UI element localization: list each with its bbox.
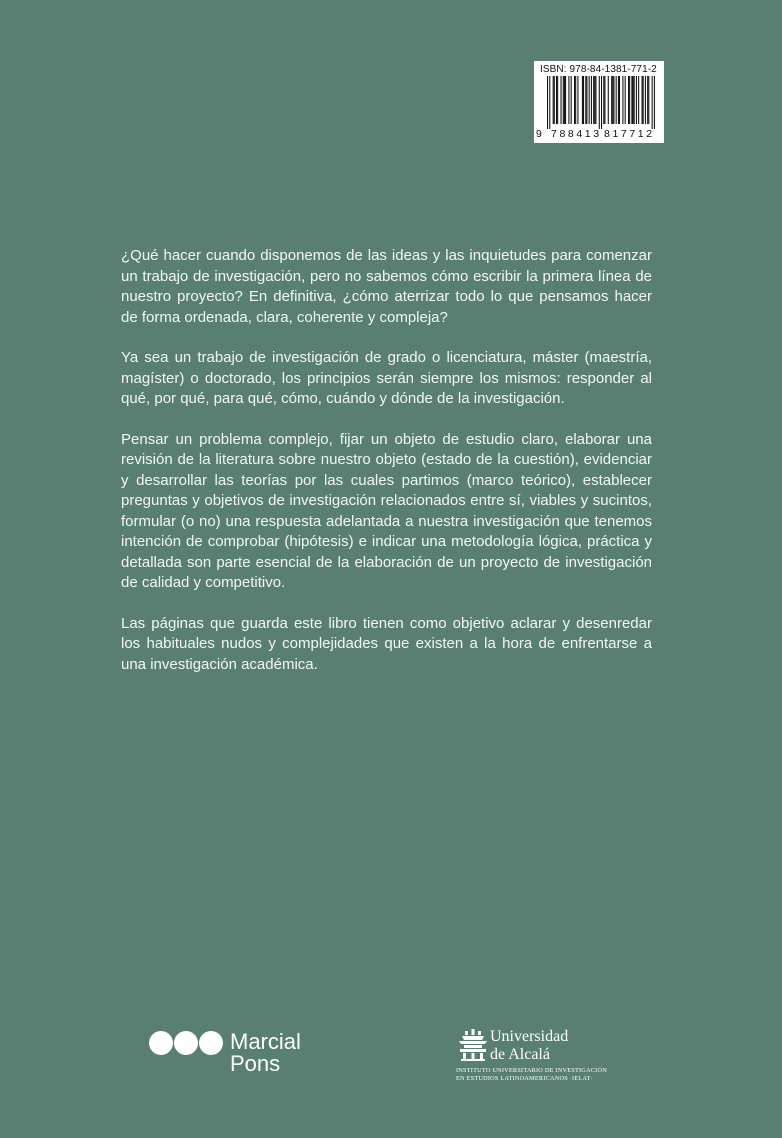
university-name bbox=[490, 1028, 568, 1064]
institute-name bbox=[456, 1067, 607, 1083]
blurb-paragraph-2: Ya sea un trabajo de investigación de grado o licenciatura, máster (maestría, magíster) o doctorado, los principios serán siempre los mismos: responder al qué, por qué, para qué, cómo, cuándo y dónde de la investigación. bbox=[121, 349, 652, 407]
isbn-barcode-box bbox=[534, 61, 664, 143]
university-name-line-2: de Alcalá bbox=[490, 1046, 550, 1063]
marcial-pons-mark-icon bbox=[147, 1031, 222, 1057]
isbn-label: ISBN: 978-84-1381-771-2 bbox=[540, 64, 657, 75]
blurb-paragraph-4: Las páginas que guarda este libro tienen como objetivo aclarar y desenredar los habituales nudos y complejidades que existen a la hora de enfrentarse a una investigación académica. bbox=[121, 614, 652, 673]
institute-line-2: EN ESTUDIOS LATINOAMERICANOS ·IELAT· bbox=[456, 1075, 593, 1082]
barcode-digits-left: 788413 bbox=[551, 128, 602, 140]
publisher-line-2: Pons bbox=[230, 1051, 281, 1076]
barcode bbox=[547, 76, 655, 129]
blurb-paragraph-3: Pensar un problema complejo, fijar un objeto de estudio claro, elaborar una revisión de la literatura sobre nuestro objeto (estado de la cuestión), evidenciar y desarrollar las teorías por las cuales partimos (marco teórico), establecer preguntas y objetivos de investigación relacionados entre sí, viables y sucintos, formular (o no) una respuesta adelantada a nuestra investigación que tenemos intención de comprobar (hipótesis) e indicar una metodología lógica, práctica y detallada son parte esencial de la elaboración de un proyecto de investigación de calidad y competitivo. bbox=[121, 430, 652, 591]
blurb-text bbox=[121, 246, 652, 695]
blurb-paragraph-1: ¿Qué hacer cuando disponemos de las ideas y las inquietudes para comenzar un trabajo de investigación, pero no sabemos cómo escribir la primera línea de nuestro proyecto? En definitiva, ¿cómo aterrizar todo lo que pensamos hacer de forma ordenada, clara, coherente y compleja? bbox=[121, 247, 652, 326]
publisher-line-1: Marcial bbox=[230, 1029, 301, 1054]
barcode-digits-right: 817712 bbox=[604, 128, 655, 140]
barcode-digit-first: 9 bbox=[536, 128, 542, 140]
university-crest-icon bbox=[456, 1028, 490, 1062]
university-name-line-1: Universidad bbox=[490, 1028, 569, 1045]
institute-line-1: INSTITUTO UNIVERSITARIO DE INVESTIGACIÓN bbox=[456, 1067, 607, 1074]
marcial-pons-wordmark bbox=[230, 1031, 301, 1075]
marcial-pons-logo bbox=[147, 1031, 307, 1079]
universidad-alcala-logo bbox=[456, 1028, 656, 1088]
